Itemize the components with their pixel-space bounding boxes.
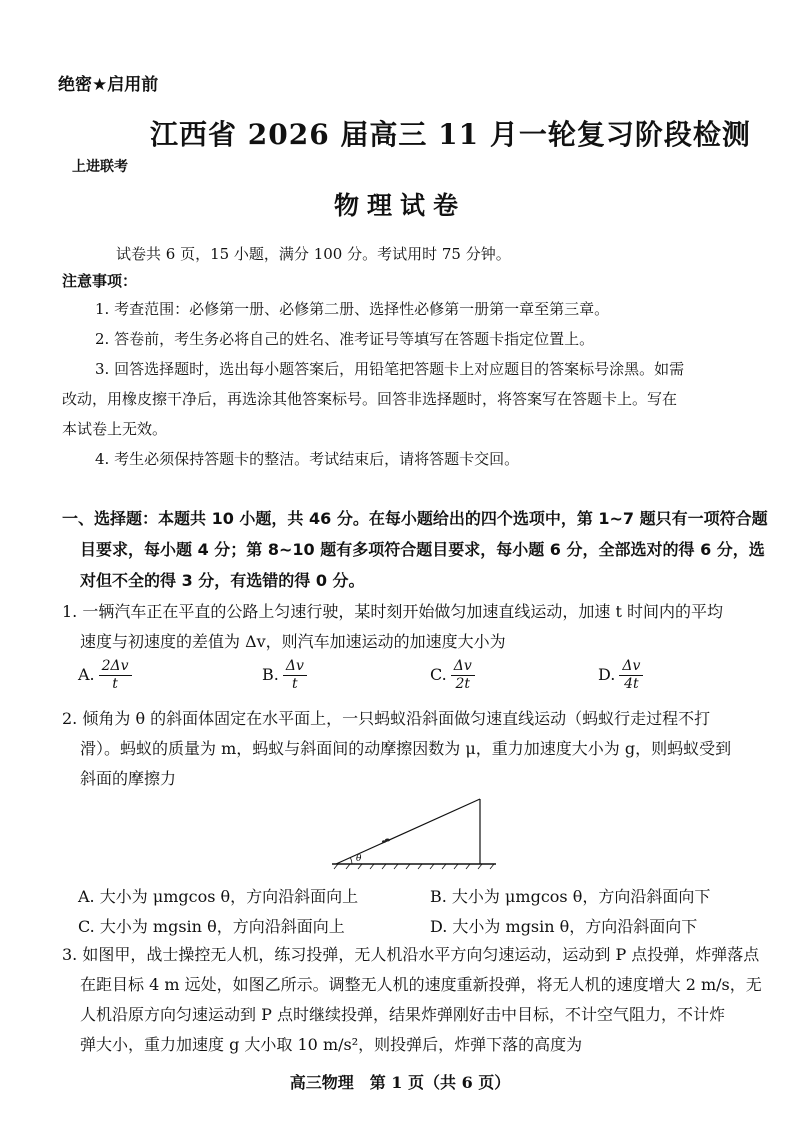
option-label: A. <box>78 665 95 684</box>
fraction <box>619 658 643 693</box>
question-2-stem: 滑）。蚂蚁的质量为 m，蚂蚁与斜面间的动摩擦因数为 μ，重力加速度大小为 g，则蚂蚁受到 <box>80 739 732 758</box>
notice-item: 3. 回答选择题时，选出每小题答案后，用铅笔把答题卡上对应题目的答案标号涂黑。如需 <box>95 360 685 378</box>
fraction-numerator: Δv <box>619 658 643 676</box>
fraction-denominator: t <box>292 676 298 692</box>
notice-title: 注意事项： <box>62 272 138 290</box>
option-label: D. <box>598 665 616 684</box>
fraction <box>283 658 307 693</box>
section-heading-line: 目要求，每小题 4 分；第 8~10 题有多项符合题目要求，每小题 6 分，全部选对的得 6 分，选 <box>80 540 765 559</box>
question-1-option-a <box>78 658 132 693</box>
confidential-label: 绝密★启用前 <box>58 75 159 95</box>
fraction <box>451 658 475 693</box>
intro-text: 试卷共 6 页，15 小题，满分 100 分。考试用时 75 分钟。 <box>116 245 511 263</box>
section-heading-line: 一、选择题：本题共 10 小题，共 46 分。在每小题给出的四个选项中，第 1~7 题只有一项符合题 <box>62 509 768 528</box>
page-footer: 高三物理 第 1 页（共 6 页） <box>289 1073 511 1092</box>
notice-item: 4. 考生必须保持答题卡的整洁。考试结束后，请将答题卡交回。 <box>95 450 520 468</box>
question-2-stem: 2. 倾角为 θ 的斜面体固定在水平面上，一只蚂蚁沿斜面做匀速直线运动（蚂蚁行走过程不打 <box>62 709 711 728</box>
fraction-denominator: 4t <box>624 676 639 692</box>
question-3-stem: 在距目标 4 m 远处，如图乙所示。调整无人机的速度重新投弹，将无人机的速度增大 2 m/s，无 <box>80 975 762 994</box>
question-2-option-b: B. 大小为 μmgcos θ，方向沿斜面向下 <box>430 887 711 906</box>
notice-item-continued: 改动，用橡皮擦干净后，再选涂其他答案标号。回答非选择题时，将答案写在答题卡上。写在 <box>62 390 678 408</box>
question-1-stem: 速度与初速度的差值为 Δv，则汽车加速运动的加速度大小为 <box>80 632 506 651</box>
question-1-option-d <box>598 658 643 693</box>
question-1-stem: 1. 一辆汽车正在平直的公路上匀速行驶，某时刻开始做匀加速直线运动，加速 t 时间内的平均 <box>62 602 723 621</box>
notice-item: 2. 答卷前，考生务必将自己的姓名、准考证号等填写在答题卡指定位置上。 <box>95 330 595 348</box>
fraction-numerator: Δv <box>451 658 475 676</box>
subject-title: 物理试卷 <box>333 191 466 220</box>
option-label: C. <box>430 665 447 684</box>
angle-label: θ <box>356 854 362 864</box>
question-2-stem: 斜面的摩擦力 <box>80 769 177 788</box>
question-3-stem: 人机沿原方向匀速运动到 P 点时继续投弹，结果炸弹刚好击中目标，不计空气阻力，不计炸 <box>80 1005 725 1024</box>
question-2-option-a: A. 大小为 μmgcos θ，方向沿斜面向上 <box>78 887 359 906</box>
question-2-option-c: C. 大小为 mgsin θ，方向沿斜面向上 <box>78 917 345 936</box>
fraction-denominator: t <box>112 676 118 692</box>
notice-item: 1. 考查范围：必修第一册、必修第二册、选择性必修第一册第一章至第三章。 <box>95 300 610 318</box>
question-3-stem: 弹大小，重力加速度 g 大小取 10 m/s²，则投弹后，炸弹下落的高度为 <box>80 1035 583 1054</box>
fraction-numerator: Δv <box>283 658 307 676</box>
exam-title: 江西省 2026 届高三 11 月一轮复习阶段检测 <box>150 118 751 151</box>
fraction <box>99 658 132 693</box>
incline-figure <box>330 792 500 872</box>
section-heading-line: 对但不全的得 3 分，有选错的得 0 分。 <box>80 571 365 590</box>
fraction-denominator: 2t <box>455 676 471 692</box>
option-label: B. <box>262 665 279 684</box>
question-1-option-c <box>430 658 475 693</box>
ant-icon <box>382 839 390 843</box>
notice-item-continued: 本试卷上无效。 <box>62 420 168 438</box>
question-1-option-b <box>262 658 307 693</box>
question-3-stem: 3. 如图甲，战士操控无人机，练习投弹，无人机沿水平方向匀速运动，运动到 P 点投弹，炸弹落点 <box>62 945 760 964</box>
angle-arc <box>351 858 353 864</box>
fraction-numerator: 2Δv <box>99 658 132 676</box>
union-label: 上进联考 <box>72 159 128 175</box>
question-2-option-d: D. 大小为 mgsin θ，方向沿斜面向下 <box>430 917 698 936</box>
